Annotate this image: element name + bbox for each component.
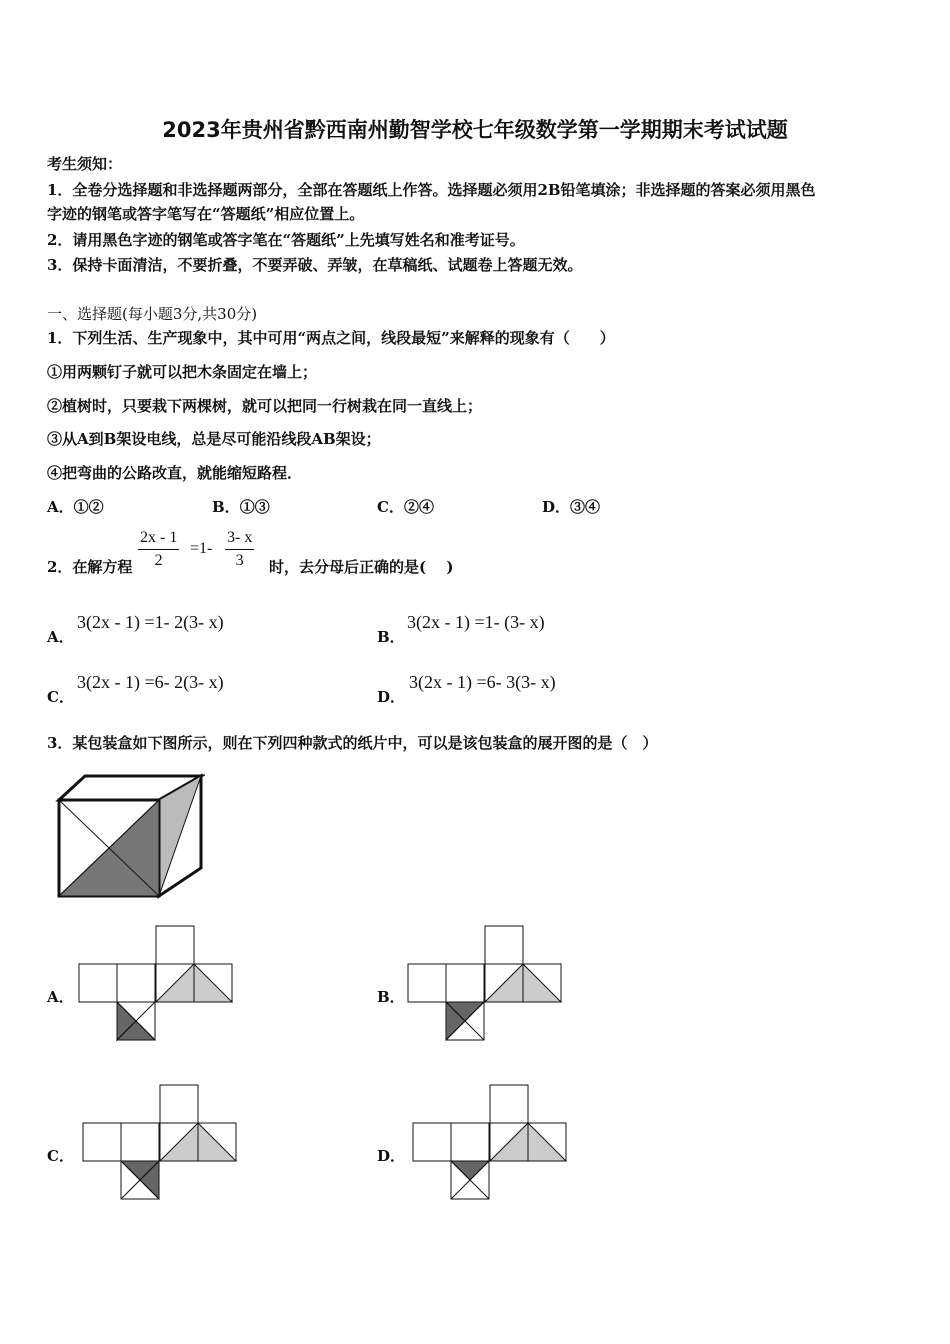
q1-option-a[interactable] xyxy=(47,496,104,517)
fraction-2-numerator: 3- x xyxy=(227,529,253,546)
q2-option-a-label[interactable]: A． xyxy=(47,628,74,646)
q1-option-c[interactable] xyxy=(377,496,434,517)
option-label: C． xyxy=(377,498,404,516)
question-1-item: ③从A到B架设电线，总是尽可能沿线段AB架设； xyxy=(47,430,381,448)
q3-option-b-label[interactable]: B． xyxy=(377,988,405,1006)
option-label: B． xyxy=(212,498,240,516)
net-a xyxy=(75,922,237,1044)
question-2-suffix: 时，去分母后正确的是( ) xyxy=(269,558,454,576)
q3-option-d-label[interactable]: D． xyxy=(377,1147,406,1165)
fraction-2 xyxy=(225,529,254,570)
question-1-stem: 1．下列生活、生产现象中，其中可用“两点之间，线段最短”来解释的现象有（ ） xyxy=(47,329,615,347)
net-d xyxy=(409,1081,571,1203)
notice-line: 1．全卷分选择题和非选择题两部分，全部在答题纸上作答。选择题必须用2B铅笔填涂；非选择题的答案必须用黑色 xyxy=(47,181,816,199)
notice-line: 字迹的钢笔或答字笔写在“答题纸”相应位置上。 xyxy=(47,205,365,223)
section-heading: 一、选择题(每小题3分,共30分) xyxy=(47,305,258,323)
equation-middle: =1- xyxy=(190,540,213,557)
q2-option-b-text: 3(2x - 1) =1- (3- x) xyxy=(407,612,545,632)
notice-heading: 考生须知： xyxy=(47,155,123,173)
q2-option-c-text: 3(2x - 1) =6- 2(3- x) xyxy=(77,672,224,692)
fraction-1-numerator: 2x - 1 xyxy=(140,529,178,546)
question-1-item: ④把弯曲的公路改直，就能缩短路程． xyxy=(47,464,303,482)
option-label: A． xyxy=(47,498,74,516)
fraction-1 xyxy=(138,529,179,570)
q2-option-d-text: 3(2x - 1) =6- 3(3- x) xyxy=(409,672,556,692)
fraction-2-denominator: 3 xyxy=(235,552,244,569)
q2-option-d-label[interactable]: D． xyxy=(377,688,406,706)
option-text: ③④ xyxy=(570,498,601,516)
q1-option-d[interactable] xyxy=(542,496,600,517)
question-1-item: ②植树时，只要栽下两棵树，就可以把同一行树栽在同一直线上； xyxy=(47,397,483,415)
q3-option-c-label[interactable]: C． xyxy=(47,1147,74,1165)
option-label: D． xyxy=(542,498,571,516)
fraction-bar xyxy=(225,549,254,550)
fraction-bar xyxy=(138,549,179,550)
question-3-stem: 3．某包装盒如下图所示，则在下列四种款式的纸片中，可以是该包装盒的展开图的是（ ） xyxy=(47,734,658,752)
option-text: ①② xyxy=(73,498,104,516)
net-b xyxy=(404,922,566,1044)
q2-option-c-label[interactable]: C． xyxy=(47,688,74,706)
net-c xyxy=(79,1081,241,1203)
fraction-1-denominator: 2 xyxy=(154,552,163,569)
question-2-prefix: 2．在解方程 xyxy=(47,558,133,576)
page-title: 2023年贵州省黔西南州勤智学校七年级数学第一学期期末考试试题 xyxy=(162,118,788,142)
q2-option-a-text: 3(2x - 1) =1- 2(3- x) xyxy=(77,612,224,632)
notice-line: 2．请用黑色字迹的钢笔或答字笔在“答题纸”上先填写姓名和准考证号。 xyxy=(47,231,525,249)
option-text: ②④ xyxy=(403,498,434,516)
q2-option-b-label[interactable]: B． xyxy=(377,628,405,646)
option-text: ①③ xyxy=(239,498,270,516)
cube-figure xyxy=(55,772,205,902)
question-1-item: ①用两颗钉子就可以把木条固定在墙上； xyxy=(47,363,318,381)
q1-option-b[interactable] xyxy=(212,496,270,517)
notice-line: 3．保持卡面清洁，不要折叠，不要弄破、弄皱，在草稿纸、试题卷上答题无效。 xyxy=(47,256,583,274)
q3-option-a-label[interactable]: A． xyxy=(47,988,74,1006)
